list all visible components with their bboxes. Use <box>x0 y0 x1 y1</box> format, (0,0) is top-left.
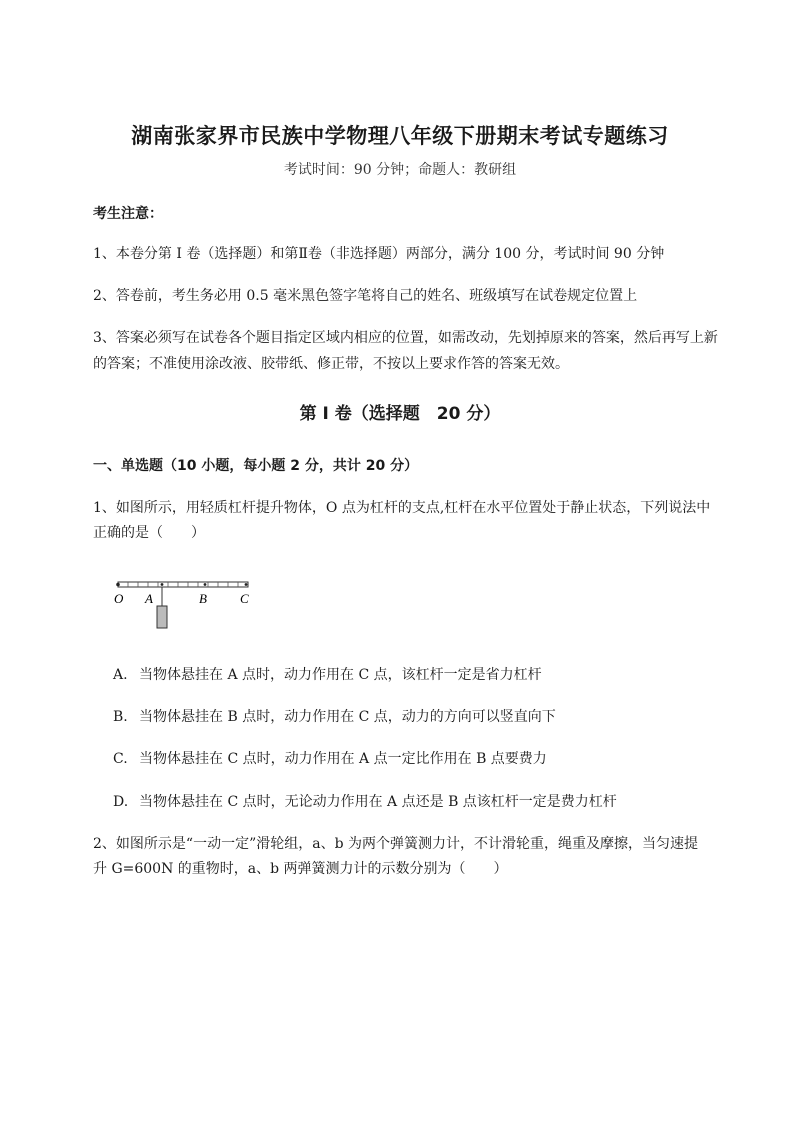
section-title: 第 I 卷（选择题 20 分） <box>299 404 501 424</box>
question-2-stem-cont: 升 G=600N 的重物时，a、b 两弹簧测力计的示数分别为（ ） <box>93 861 508 877</box>
question-1-stem: 1、如图所示，用轻质杠杆提升物体，O 点为杠杆的支点,杠杆在水平位置处于静止状态，下列说法中 <box>93 500 711 516</box>
label-a: A <box>145 591 153 606</box>
question-1-stem-cont: 正确的是（ ） <box>93 525 205 541</box>
page-title: 湖南张家界市民族中学物理八年级下册期末考试专题练习 <box>131 124 669 148</box>
notice-item-3: 3、答案必须写在试卷各个题目指定区域内相应的位置，如需改动，先划掉原来的答案，然后再写上新 <box>93 330 718 346</box>
pivot-point <box>116 583 120 587</box>
label-o: O <box>114 591 124 606</box>
hanging-weight <box>157 606 167 628</box>
part-heading: 一、单选题（10 小题，每小题 2 分，共计 20 分） <box>93 458 419 474</box>
label-b: B <box>199 591 207 606</box>
option-d-text: 当物体悬挂在 C 点时，无论动力作用在 A 点还是 B 点该杠杆一定是费力杠杆 <box>139 794 617 810</box>
point-b <box>204 583 207 586</box>
option-c-letter: C. <box>113 751 128 767</box>
option-b-letter: B. <box>113 709 128 725</box>
option-d[interactable] <box>113 791 617 813</box>
option-a-letter: A. <box>113 667 128 683</box>
option-c-text: 当物体悬挂在 C 点时，动力作用在 A 点一定比作用在 B 点要费力 <box>139 751 547 767</box>
lever-figure <box>112 576 262 636</box>
exam-info: 考试时间：90 分钟；命题人：教研组 <box>283 162 517 178</box>
point-a <box>161 583 164 586</box>
label-c: C <box>240 591 249 606</box>
lever-bar <box>118 582 248 587</box>
question-2-stem: 2、如图所示是“一动一定”滑轮组，a、b 为两个弹簧测力计，不计滑轮重，绳重及摩擦，当匀速提 <box>93 836 698 852</box>
notice-item-1: 1、本卷分第 I 卷（选择题）和第Ⅱ卷（非选择题）两部分，满分 100 分，考试时间 90 分钟 <box>93 246 665 262</box>
option-a[interactable] <box>113 664 542 686</box>
option-c[interactable] <box>113 748 547 770</box>
option-b[interactable] <box>113 706 556 728</box>
point-c <box>245 583 248 586</box>
notice-item-3-cont: 的答案；不准使用涂改液、胶带纸、修正带，不按以上要求作答的答案无效。 <box>93 356 569 372</box>
notice-item-2: 2、答卷前，考生务必用 0.5 毫米黑色签字笔将自己的姓名、班级填写在试卷规定位置上 <box>93 288 638 304</box>
option-d-letter: D. <box>113 794 129 810</box>
notice-heading: 考生注意： <box>93 206 163 222</box>
option-a-text: 当物体悬挂在 A 点时，动力作用在 C 点，该杠杆一定是省力杠杆 <box>139 667 542 683</box>
option-b-text: 当物体悬挂在 B 点时，动力作用在 C 点，动力的方向可以竖直向下 <box>139 709 556 725</box>
